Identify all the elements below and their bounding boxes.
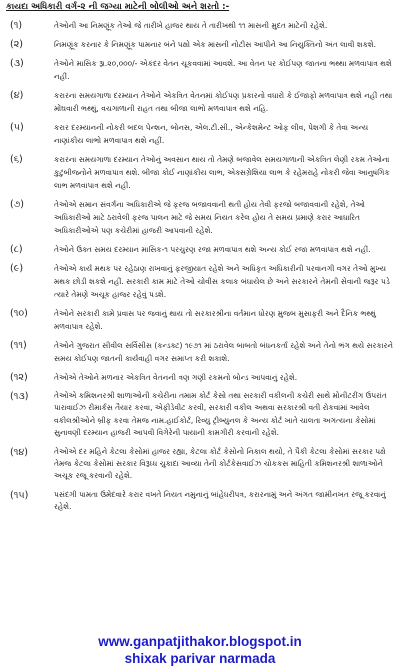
- clause-text: તેઓએ તેઓને મળનાર એકત્રિત વેતનની ત્રણ ગણી રકમનો બોન્ડ આપવાનું રહેશે.: [54, 373, 298, 382]
- clause-number: (૩): [10, 58, 24, 69]
- clause-text: તેઓએ દર મહિને કેટલા કેસોમાં હાજર રહ્યા, કેટલા કોર્ટ કેસોનો નિકાલ થયો, તે પૈકી કેટલા કેસોમાં સરકાર પક્ષે તેમજ કેટલા કેસોમાં સરકાર વિરૂધ્ધ ચુકાદા આવ્યા તેની કોર્ટકેસવાઈઝ ચોકકસ માહિતી કમિશનરશ્રી શાળાઓને અચૂક રજૂ કરવાની રહેશે.: [54, 446, 386, 481]
- clause-10: [4, 307, 396, 333]
- clause-number: (૧૩): [10, 391, 29, 402]
- clause-15: [4, 489, 396, 514]
- clause-number: (૧૪): [10, 446, 28, 458]
- footer-watermark: [0, 633, 400, 667]
- clause-text: તેઓને ગુજરાત સીવીલ સર્વિસીસ (કન્ડક્ટ) ૧૯૭૧ માં ઠરાવેલ બાબતો બંધનકર્તા રહેશે અને તેનો ભંગ થયે સરકારને સમય કોઈપણ જાતની કાર્યવાહી વગર સમાપ્ત કરી શકાશે.: [54, 341, 394, 363]
- clause-text: પસંદગી પામતા ઉમેદવારે કરાર વખતે નિયત નમુનાનું બાંહેધરીપત્ર, કરારનામું અને અંગત જામીનખત રજૂ કરવાનું રહેશે.: [54, 489, 386, 512]
- clause-text: તેઓને માસિક રૂા.૨૦,૦૦૦/- એકંદર વેતન ચૂકવવામાં આવશે. આ વેતન પર કોઈપણ જાતના ભથ્થા મળવાપાત્ર થશે નહીં.: [54, 59, 392, 81]
- clause-12: [4, 371, 396, 384]
- clause-8: [4, 243, 396, 256]
- clause-7: [4, 198, 396, 237]
- clause-1: [4, 19, 396, 32]
- clause-4: [4, 89, 396, 115]
- clause-11: [4, 339, 396, 365]
- clause-text: કરાર દરમ્યાનની નોકરી બદલ પેન્શન, બોનસ, એલ.ટી.સી., એન્કેશમેન્ટ ઓફ લીવ, પેશગી કે તેવા અન્ય નાણાંકીય લાભો મળવાપાત્ર થશે નહીં.: [54, 123, 369, 145]
- clause-number: (૨): [10, 39, 23, 50]
- clause-number: (૯): [10, 263, 24, 274]
- page-title: કાયદા અધિકારી વર્ગ-૨ ની જગ્યા માટેની બોલીઓ અને શરતો :-: [6, 2, 230, 12]
- clause-9: [4, 262, 396, 301]
- clause-text: તેઓએ સમાન સંવર્ગના અધિકારીએ જે ફરજ બજાવવાની થતી હોય તેવી ફરજો બજાવવાની રહેશે, તેઓ અધિકારીઓ માટે ઠરાવેલી ફરજ પાલન માટે જે સમય નિયત કરેલ હોય તે સમય પ્રમાણે કરાર આધારિત અધિકારીઓએ પણ કચેરીમાં હાજરી આપવાની રહેશે.: [54, 200, 365, 235]
- clause-13: [4, 390, 396, 440]
- clause-number: (૫): [10, 122, 24, 133]
- blog-url: www.ganpatjithakor.blogspot.in: [98, 634, 302, 649]
- clause-number: (૧૧): [10, 340, 27, 351]
- clause-14: [4, 446, 396, 483]
- clause-number: (૭): [10, 199, 25, 210]
- clause-number: (૧૨): [10, 372, 28, 383]
- clause-text: નિમણૂંક કરનાર કે નિમણૂંક પામનાર બંને પક્ષો એક માસની નોટીસ આપીને આ નિયુક્તિનો અંત લાવી શકશે.: [54, 40, 377, 49]
- clause-text: તેઓએ કમિશનરશ્રી શાળાઓની કચેરીના તમામ કોર્ટ કેસો તથા સરકારી વકીલની કચેરી સાથે મોનીટરીંગ ઉપરાંત પારાવાઈઝ રીમાર્કસ તૈયાર કરવા, એફીડેવીટ કરવી, સરકારી વકીલ અથવા સરકારશ્રી વતી રોકવામાં આવેલ વકીલશ્રીઓને બ્રીફ કરવા તેમજ નામ.હાઈકોર્ટ, રિવ્યુ ટ્રીબ્યુનલ કે અન્ય કોર્ટ ખાતે ચાલતા અગત્યના કેસોમાં સુનાવણી દરમ્યાન હાજરી આપવી વિગેરેની પાયાની કામગીરી કરવાની રહેશે.: [54, 391, 387, 438]
- site-name: shixak parivar narmada: [124, 651, 276, 666]
- clause-5: [4, 121, 396, 147]
- clause-text: તેઓએ કાર્ય મથક પર રહેઠાણ રાખવાનું ફરજીયાત રહેશે અને અધિકૃત અધિકારીની પરવાનગી વગર તેઓ મુખ્ય મથક છોડી શકશે નહીં. સરકારી કામ માટે તેઓ ચોવીસ કલાક બંધાયેલ છે અને સરકારને તેમની સેવાની જરૂર પડે ત્યારે તેમણે અચૂક હાજર રહેવું પડશે.: [54, 264, 390, 299]
- clause-number: (૬): [10, 154, 23, 165]
- clause-text: તેઓને ઉક્ત સમય દરમ્યાન માસિક-૧ પરચુરણ રજા મળવાપાત્ર થશે અન્ય કોઈ રજા મળવાપાત્ર થશે નહીં.: [54, 245, 371, 254]
- clause-text: કરારના સમયગાળા દરમ્યાન તેઓને એકત્રિત વેતનમાં કોઈપણ પ્રકારનો વધારો કે ઈજાફો મળવાપાત્ર થશે નહીં તથા મોંઘવારી ભથ્થું, વચગાળાની રાહત તથા બીજા લાભો મળવાપાત્ર થશે નહિ.: [54, 91, 393, 113]
- clause-number: (૪): [10, 90, 24, 101]
- clause-3: [4, 57, 396, 83]
- clause-text: તેઓની આ નિમણૂંક તેઓ જે તારીખે હાજર થાય તે તારીખથી ૧૧ માસની મુદત માટેની રહેશે.: [54, 21, 328, 30]
- clause-text: કરારના સમયગાળા દરમ્યાન તેઓનું અવસાન થાય તો તેમણે બજાવેલ સમયગાળાની એકત્રિત લેણી રકમ તેઓના કુટુંબીજનોને મળવાપાત્ર થશે. બીજા કોઈ નાણાંકીય લાભ, એક્સગ્રેશિયા લાભ કે રહેમરાહે નોકરી જેવા આનુષંગિક લાભ મળવાપાત્ર થશે નહીં.: [54, 155, 390, 190]
- clause-number: (૧૫): [10, 489, 29, 501]
- clause-number: (૮): [10, 244, 23, 255]
- clause-text: તેઓને સરકારી કામે પ્રવાસ પર જવાનું થાય તો સરકારશ્રીના વર્તમાન ધોરણ મુજબ મુસાફરી અને દૈનિક ભથ્થું મળવાપાત્ર રહેશે.: [54, 309, 376, 331]
- clause-number: (૧૦): [10, 308, 28, 319]
- clause-2: [4, 38, 396, 51]
- clause-number: (૧): [10, 20, 23, 31]
- clause-6: [4, 153, 396, 192]
